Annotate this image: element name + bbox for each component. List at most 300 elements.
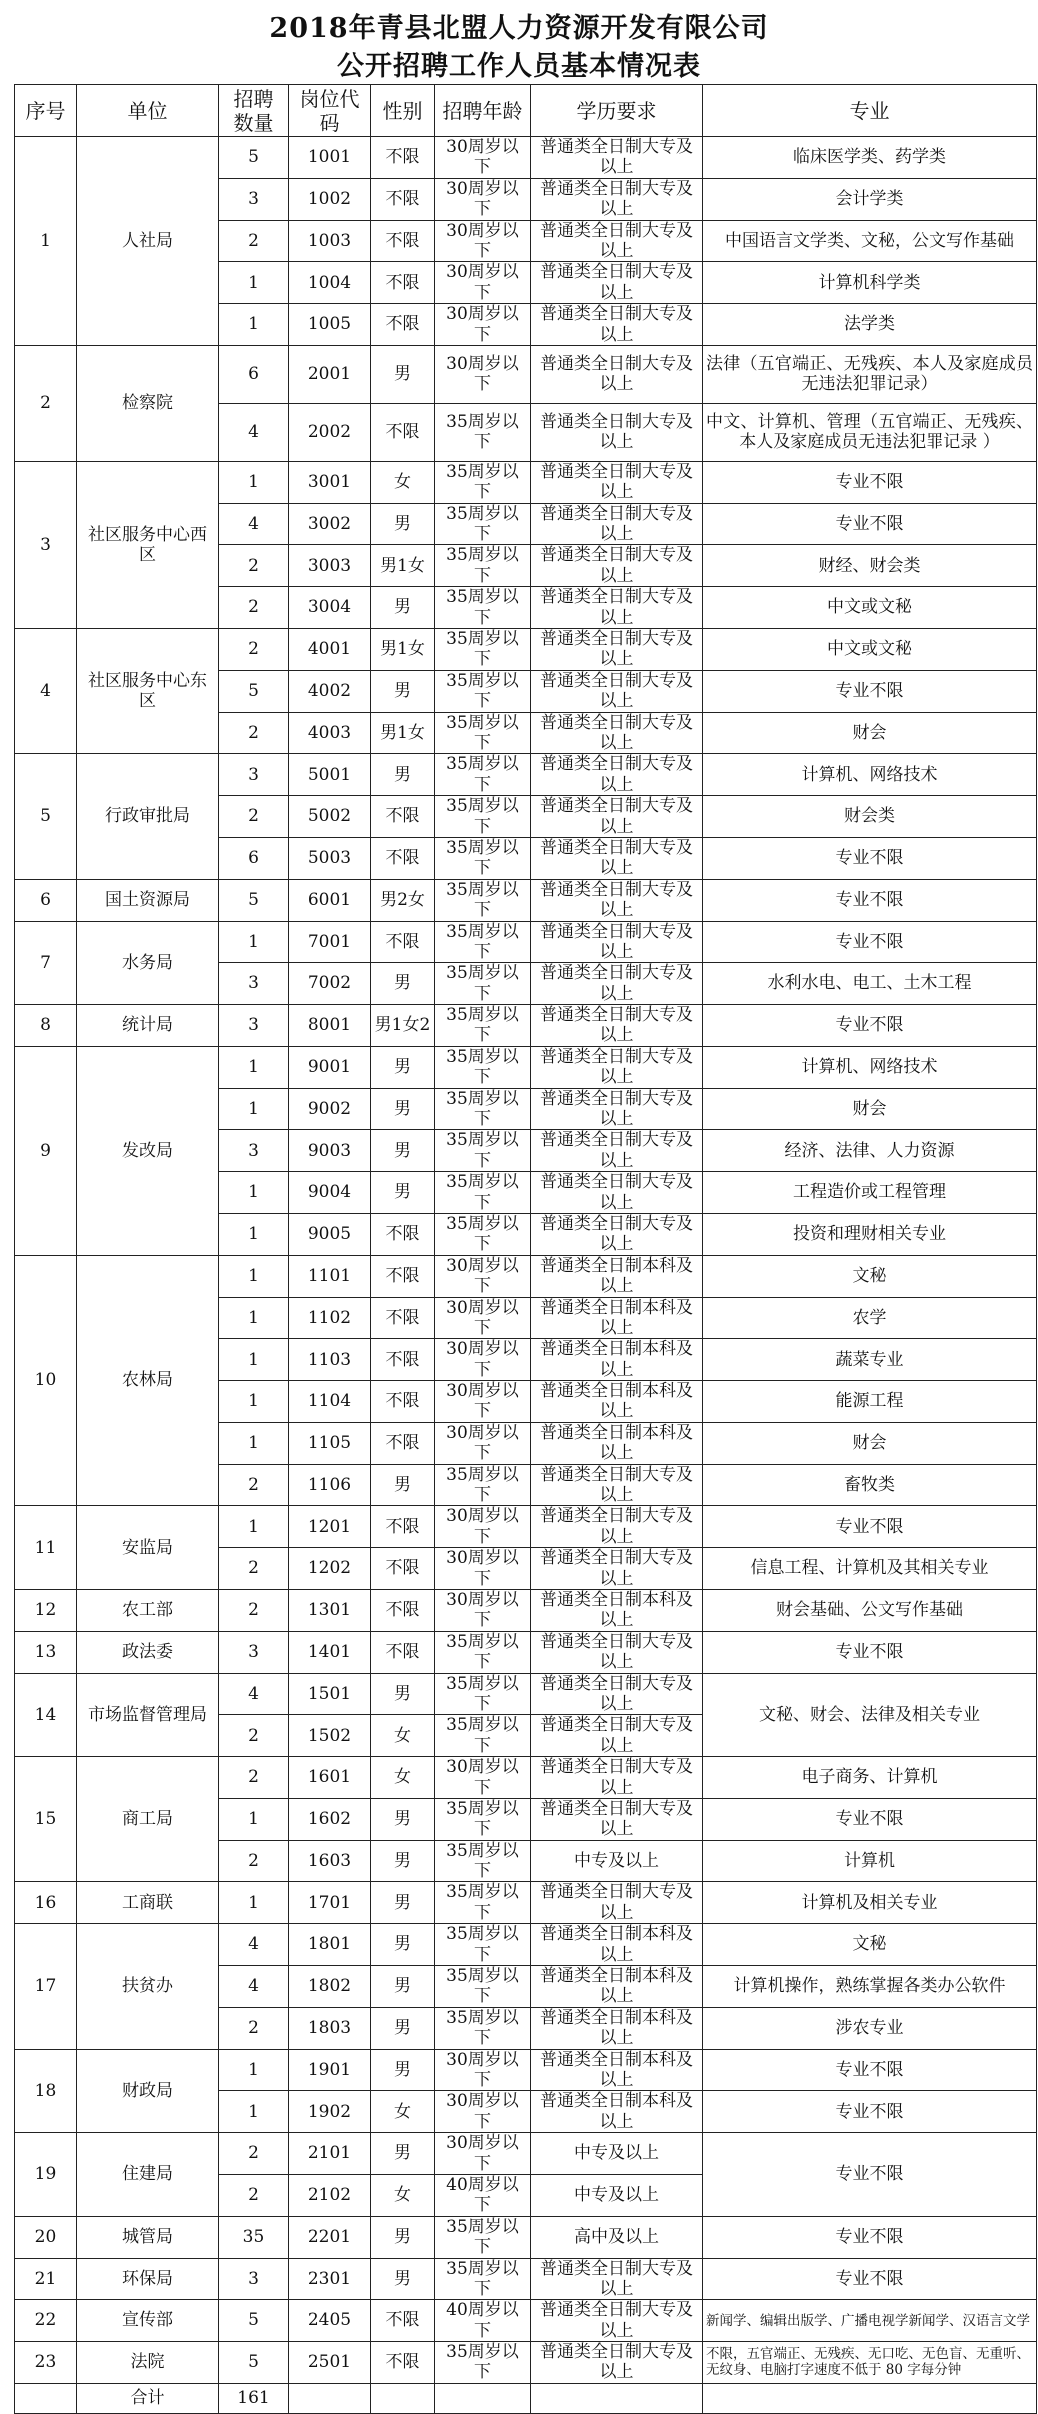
row-seq: 23 — [15, 2342, 77, 2384]
row-code: 1003 — [289, 220, 371, 262]
row-age: 35周岁以下 — [435, 670, 531, 712]
table-row — [15, 1631, 1037, 1673]
row-edu: 普通类全日制本科及以上 — [531, 1966, 703, 2008]
row-edu: 普通类全日制大专及以上 — [531, 1213, 703, 1255]
row-code: 1202 — [289, 1548, 371, 1590]
row-count: 1 — [219, 1255, 289, 1297]
table-row — [15, 879, 1037, 921]
row-seq: 18 — [15, 2049, 77, 2133]
row-gender: 男 — [371, 1966, 435, 2008]
row-edu: 普通类全日制大专及以上 — [531, 461, 703, 503]
row-code: 1501 — [289, 1673, 371, 1715]
row-age: 35周岁以下 — [435, 629, 531, 671]
row-gender: 男 — [371, 2133, 435, 2175]
row-edu: 普通类全日制大专及以上 — [531, 2258, 703, 2300]
row-major: 新闻学、编辑出版学、广播电视学新闻学、汉语言文学 — [703, 2300, 1037, 2342]
row-age: 30周岁以下 — [435, 1381, 531, 1423]
row-edu: 普通类全日制大专及以上 — [531, 1798, 703, 1840]
row-count: 2 — [219, 220, 289, 262]
row-unit: 统计局 — [77, 1005, 219, 1047]
row-code: 1104 — [289, 1381, 371, 1423]
row-seq: 7 — [15, 921, 77, 1005]
row-edu: 中专及以上 — [531, 2174, 703, 2216]
row-major: 中文、计算机、管理（五官端正、无残疾、本人及家庭成员无违法犯罪记录 ） — [703, 403, 1037, 461]
total-count: 161 — [219, 2383, 289, 2413]
row-gender: 不限 — [371, 1590, 435, 1632]
row-edu: 普通类全日制大专及以上 — [531, 879, 703, 921]
row-seq: 9 — [15, 1046, 77, 1255]
row-seq: 20 — [15, 2216, 77, 2258]
row-unit: 政法委 — [77, 1631, 219, 1673]
row-code: 1002 — [289, 178, 371, 220]
table-row — [15, 1590, 1037, 1632]
row-unit: 宣传部 — [77, 2300, 219, 2342]
header-age: 招聘年龄 — [435, 85, 531, 137]
row-gender: 不限 — [371, 921, 435, 963]
row-count: 2 — [219, 796, 289, 838]
row-edu: 高中及以上 — [531, 2216, 703, 2258]
row-unit: 水务局 — [77, 921, 219, 1005]
row-age: 35周岁以下 — [435, 587, 531, 629]
row-code: 1701 — [289, 1882, 371, 1924]
row-code: 1001 — [289, 137, 371, 179]
row-gender: 男 — [371, 1840, 435, 1882]
row-code: 5003 — [289, 837, 371, 879]
table-row — [15, 754, 1037, 796]
table-row — [15, 1757, 1037, 1799]
row-unit: 安监局 — [77, 1506, 219, 1590]
row-major: 法学类 — [703, 304, 1037, 346]
row-age: 35周岁以下 — [435, 1464, 531, 1506]
row-code: 2001 — [289, 345, 371, 403]
row-gender: 女 — [371, 1757, 435, 1799]
row-major: 能源工程 — [703, 1381, 1037, 1423]
row-edu: 普通类全日制大专及以上 — [531, 1548, 703, 1590]
row-age: 35周岁以下 — [435, 545, 531, 587]
row-unit: 环保局 — [77, 2258, 219, 2300]
row-gender: 不限 — [371, 220, 435, 262]
row-major: 专业不限 — [703, 1005, 1037, 1047]
row-unit: 扶贫办 — [77, 1924, 219, 2049]
row-seq: 12 — [15, 1590, 77, 1632]
row-major: 计算机、网络技术 — [703, 754, 1037, 796]
row-edu: 普通类全日制大专及以上 — [531, 1673, 703, 1715]
row-gender: 男 — [371, 963, 435, 1005]
row-code: 1201 — [289, 1506, 371, 1548]
row-count: 6 — [219, 345, 289, 403]
row-edu: 普通类全日制大专及以上 — [531, 1088, 703, 1130]
row-age: 30周岁以下 — [435, 2049, 531, 2091]
row-edu: 普通类全日制大专及以上 — [531, 629, 703, 671]
row-code: 3001 — [289, 461, 371, 503]
row-age: 30周岁以下 — [435, 345, 531, 403]
row-gender: 不限 — [371, 1381, 435, 1423]
row-age: 35周岁以下 — [435, 1798, 531, 1840]
row-code: 3003 — [289, 545, 371, 587]
row-count: 1 — [219, 1297, 289, 1339]
row-edu: 普通类全日制大专及以上 — [531, 2342, 703, 2384]
row-edu: 普通类全日制大专及以上 — [531, 503, 703, 545]
row-code: 1102 — [289, 1297, 371, 1339]
row-age: 35周岁以下 — [435, 2258, 531, 2300]
row-major: 计算机及相关专业 — [703, 1882, 1037, 1924]
table-body — [15, 137, 1037, 2414]
row-age: 35周岁以下 — [435, 963, 531, 1005]
table-row — [15, 1506, 1037, 1548]
row-edu: 普通类全日制本科及以上 — [531, 1255, 703, 1297]
header-gender: 性别 — [371, 85, 435, 137]
row-edu: 普通类全日制大专及以上 — [531, 1715, 703, 1757]
row-edu: 普通类全日制本科及以上 — [531, 2007, 703, 2049]
row-unit: 市场监督管理局 — [77, 1673, 219, 1757]
row-major: 中国语言文学类、文秘，公文写作基础 — [703, 220, 1037, 262]
row-major: 计算机 — [703, 1840, 1037, 1882]
document-subtitle: 公开招聘工作人员基本情况表 — [337, 51, 701, 82]
row-age: 35周岁以下 — [435, 461, 531, 503]
row-count: 1 — [219, 2049, 289, 2091]
row-count: 2 — [219, 2133, 289, 2175]
row-gender: 男 — [371, 2049, 435, 2091]
row-gender: 不限 — [371, 1255, 435, 1297]
row-age: 35周岁以下 — [435, 1882, 531, 1924]
total-empty-cell — [703, 2383, 1037, 2413]
row-edu: 普通类全日制大专及以上 — [531, 963, 703, 1005]
row-edu: 普通类全日制本科及以上 — [531, 1339, 703, 1381]
row-code: 1603 — [289, 1840, 371, 1882]
row-age: 35周岁以下 — [435, 1966, 531, 2008]
row-gender: 男1女 — [371, 629, 435, 671]
row-age: 30周岁以下 — [435, 1548, 531, 1590]
row-major: 信息工程、计算机及其相关专业 — [703, 1548, 1037, 1590]
row-code: 2002 — [289, 403, 371, 461]
row-age: 30周岁以下 — [435, 1590, 531, 1632]
header-unit: 单位 — [77, 85, 219, 137]
document-title: 2018年青县北盟人力资源开发有限公司 — [269, 13, 769, 44]
row-age: 30周岁以下 — [435, 178, 531, 220]
row-code: 1803 — [289, 2007, 371, 2049]
table-row — [15, 1046, 1037, 1088]
row-edu: 普通类全日制大专及以上 — [531, 1464, 703, 1506]
row-count: 5 — [219, 879, 289, 921]
row-gender: 不限 — [371, 1548, 435, 1590]
row-edu: 普通类全日制大专及以上 — [531, 754, 703, 796]
row-unit: 发改局 — [77, 1046, 219, 1255]
row-unit: 社区服务中心西区 — [77, 461, 219, 628]
row-code: 1005 — [289, 304, 371, 346]
row-code: 1801 — [289, 1924, 371, 1966]
row-gender: 男 — [371, 1924, 435, 1966]
row-edu: 普通类全日制大专及以上 — [531, 1631, 703, 1673]
row-age: 35周岁以下 — [435, 1046, 531, 1088]
table-row — [15, 1673, 1037, 1715]
row-age: 30周岁以下 — [435, 1757, 531, 1799]
table-row — [15, 345, 1037, 403]
row-code: 2201 — [289, 2216, 371, 2258]
row-age: 35周岁以下 — [435, 2007, 531, 2049]
row-major: 会计学类 — [703, 178, 1037, 220]
row-gender: 男1女 — [371, 712, 435, 754]
row-major: 不限，五官端正、无残疾、无口吃、无色盲、无重听、无纹身、电脑打字速度不低于 80 字每分钟 — [703, 2342, 1037, 2384]
row-seq: 5 — [15, 754, 77, 879]
row-major: 临床医学类、药学类 — [703, 137, 1037, 179]
row-seq: 16 — [15, 1882, 77, 1924]
row-edu: 普通类全日制大专及以上 — [531, 1130, 703, 1172]
row-age: 30周岁以下 — [435, 2133, 531, 2175]
table-row — [15, 2300, 1037, 2342]
row-edu: 普通类全日制大专及以上 — [531, 304, 703, 346]
row-unit: 农林局 — [77, 1255, 219, 1506]
row-code: 3004 — [289, 587, 371, 629]
row-gender: 男 — [371, 503, 435, 545]
table-row — [15, 461, 1037, 503]
row-count: 1 — [219, 1798, 289, 1840]
row-major: 中文或文秘 — [703, 587, 1037, 629]
row-code: 1004 — [289, 262, 371, 304]
row-count: 4 — [219, 403, 289, 461]
row-count: 2 — [219, 1840, 289, 1882]
row-gender: 男 — [371, 2007, 435, 2049]
row-unit: 农工部 — [77, 1590, 219, 1632]
row-edu: 普通类全日制大专及以上 — [531, 262, 703, 304]
row-major: 法律（五官端正、无残疾、本人及家庭成员无违法犯罪记录） — [703, 345, 1037, 403]
row-gender: 不限 — [371, 837, 435, 879]
row-major: 财会 — [703, 712, 1037, 754]
row-code: 9004 — [289, 1172, 371, 1214]
row-gender: 不限 — [371, 1297, 435, 1339]
row-seq: 19 — [15, 2133, 77, 2217]
row-count: 1 — [219, 1506, 289, 1548]
table-row — [15, 2049, 1037, 2091]
row-edu: 普通类全日制大专及以上 — [531, 796, 703, 838]
row-age: 40周岁以下 — [435, 2300, 531, 2342]
row-count: 2 — [219, 1548, 289, 1590]
row-count: 4 — [219, 1966, 289, 2008]
row-code: 2405 — [289, 2300, 371, 2342]
row-code: 1103 — [289, 1339, 371, 1381]
row-count: 3 — [219, 1631, 289, 1673]
row-code: 2101 — [289, 2133, 371, 2175]
row-count: 1 — [219, 1882, 289, 1924]
row-age: 30周岁以下 — [435, 1339, 531, 1381]
row-unit: 法院 — [77, 2342, 219, 2384]
row-edu: 普通类全日制本科及以上 — [531, 2049, 703, 2091]
row-major: 专业不限 — [703, 2216, 1037, 2258]
row-gender: 女 — [371, 2174, 435, 2216]
row-edu: 普通类全日制大专及以上 — [531, 837, 703, 879]
row-code: 6001 — [289, 879, 371, 921]
row-code: 1802 — [289, 1966, 371, 2008]
row-count: 1 — [219, 461, 289, 503]
header-count-line2: 数量 — [233, 110, 274, 135]
row-edu: 普通类全日制本科及以上 — [531, 1422, 703, 1464]
row-age: 35周岁以下 — [435, 1924, 531, 1966]
row-count: 3 — [219, 754, 289, 796]
row-count: 3 — [219, 963, 289, 1005]
row-edu: 普通类全日制本科及以上 — [531, 1297, 703, 1339]
row-code: 4002 — [289, 670, 371, 712]
row-code: 1502 — [289, 1715, 371, 1757]
row-unit: 工商联 — [77, 1882, 219, 1924]
row-count: 5 — [219, 137, 289, 179]
row-major: 专业不限 — [703, 503, 1037, 545]
row-code: 1101 — [289, 1255, 371, 1297]
row-age: 30周岁以下 — [435, 1422, 531, 1464]
row-major: 专业不限 — [703, 1798, 1037, 1840]
row-major: 水利水电、电工、土木工程 — [703, 963, 1037, 1005]
row-unit: 商工局 — [77, 1757, 219, 1882]
row-gender: 男 — [371, 2216, 435, 2258]
row-edu: 普通类全日制本科及以上 — [531, 2091, 703, 2133]
table-row — [15, 1882, 1037, 1924]
table-row — [15, 1005, 1037, 1047]
table-row — [15, 1924, 1037, 1966]
row-edu: 普通类全日制大专及以上 — [531, 2300, 703, 2342]
row-major: 财会类 — [703, 796, 1037, 838]
row-edu: 普通类全日制大专及以上 — [531, 220, 703, 262]
row-seq: 10 — [15, 1255, 77, 1506]
row-unit: 社区服务中心东区 — [77, 629, 219, 754]
row-gender: 不限 — [371, 178, 435, 220]
row-gender: 不限 — [371, 796, 435, 838]
row-edu: 普通类全日制大专及以上 — [531, 1005, 703, 1047]
row-edu: 中专及以上 — [531, 2133, 703, 2175]
row-age: 35周岁以下 — [435, 503, 531, 545]
header-edu: 学历要求 — [531, 85, 703, 137]
row-age: 35周岁以下 — [435, 1631, 531, 1673]
row-age: 30周岁以下 — [435, 1297, 531, 1339]
table-row — [15, 2342, 1037, 2384]
table-row — [15, 2133, 1037, 2175]
row-gender: 不限 — [371, 262, 435, 304]
row-gender: 不限 — [371, 1213, 435, 1255]
row-gender: 男 — [371, 670, 435, 712]
row-seq: 4 — [15, 629, 77, 754]
row-major: 文秘、财会、法律及相关专业 — [703, 1673, 1037, 1757]
row-count: 2 — [219, 1715, 289, 1757]
row-code: 1301 — [289, 1590, 371, 1632]
row-code: 8001 — [289, 1005, 371, 1047]
row-seq: 6 — [15, 879, 77, 921]
row-code: 2102 — [289, 2174, 371, 2216]
row-code: 4001 — [289, 629, 371, 671]
row-gender: 男1女2 — [371, 1005, 435, 1047]
row-code: 1105 — [289, 1422, 371, 1464]
row-gender: 不限 — [371, 1339, 435, 1381]
row-count: 6 — [219, 837, 289, 879]
row-code: 3002 — [289, 503, 371, 545]
row-age: 35周岁以下 — [435, 2216, 531, 2258]
row-count: 1 — [219, 1339, 289, 1381]
row-age: 30周岁以下 — [435, 220, 531, 262]
row-count: 5 — [219, 2300, 289, 2342]
row-age: 35周岁以下 — [435, 1673, 531, 1715]
total-row — [15, 2383, 1037, 2413]
row-count: 1 — [219, 1046, 289, 1088]
table-row — [15, 921, 1037, 963]
row-age: 30周岁以下 — [435, 1255, 531, 1297]
row-count: 5 — [219, 670, 289, 712]
row-code: 1902 — [289, 2091, 371, 2133]
row-age: 35周岁以下 — [435, 1213, 531, 1255]
row-gender: 女 — [371, 461, 435, 503]
total-label: 合计 — [77, 2383, 219, 2413]
row-major: 财会 — [703, 1422, 1037, 1464]
row-major: 专业不限 — [703, 461, 1037, 503]
row-gender: 不限 — [371, 2342, 435, 2384]
row-gender: 不限 — [371, 137, 435, 179]
row-count: 1 — [219, 1088, 289, 1130]
row-age: 30周岁以下 — [435, 1506, 531, 1548]
row-edu: 普通类全日制大专及以上 — [531, 1046, 703, 1088]
row-code: 2301 — [289, 2258, 371, 2300]
row-gender: 不限 — [371, 2300, 435, 2342]
row-count: 2 — [219, 712, 289, 754]
row-major: 财会 — [703, 1088, 1037, 1130]
row-age: 30周岁以下 — [435, 2091, 531, 2133]
total-empty-cell — [531, 2383, 703, 2413]
row-seq: 14 — [15, 1673, 77, 1757]
row-age: 35周岁以下 — [435, 1172, 531, 1214]
header-seq: 序号 — [15, 85, 77, 137]
row-code: 1601 — [289, 1757, 371, 1799]
row-edu: 普通类全日制大专及以上 — [531, 587, 703, 629]
row-edu: 普通类全日制大专及以上 — [531, 1757, 703, 1799]
row-count: 2 — [219, 2174, 289, 2216]
row-age: 30周岁以下 — [435, 262, 531, 304]
row-gender: 男 — [371, 1882, 435, 1924]
row-seq: 2 — [15, 345, 77, 461]
row-gender: 男 — [371, 1130, 435, 1172]
row-major: 专业不限 — [703, 921, 1037, 963]
row-edu: 普通类全日制大专及以上 — [531, 921, 703, 963]
row-gender: 不限 — [371, 1422, 435, 1464]
row-code: 4003 — [289, 712, 371, 754]
header-row — [15, 85, 1037, 137]
row-count: 5 — [219, 2342, 289, 2384]
row-count: 1 — [219, 1172, 289, 1214]
row-age: 35周岁以下 — [435, 1715, 531, 1757]
row-count: 1 — [219, 262, 289, 304]
row-count: 1 — [219, 1213, 289, 1255]
row-count: 2 — [219, 1464, 289, 1506]
row-count: 3 — [219, 178, 289, 220]
row-major: 投资和理财相关专业 — [703, 1213, 1037, 1255]
row-age: 35周岁以下 — [435, 1840, 531, 1882]
row-code: 9002 — [289, 1088, 371, 1130]
row-seq: 1 — [15, 137, 77, 346]
header-major: 专业 — [703, 85, 1037, 137]
row-unit: 人社局 — [77, 137, 219, 346]
row-code: 2501 — [289, 2342, 371, 2384]
row-major: 畜牧类 — [703, 1464, 1037, 1506]
row-seq: 11 — [15, 1506, 77, 1590]
row-major: 蔬菜专业 — [703, 1339, 1037, 1381]
row-major: 农学 — [703, 1297, 1037, 1339]
row-edu: 普通类全日制大专及以上 — [531, 545, 703, 587]
total-empty-cell — [371, 2383, 435, 2413]
row-gender: 男 — [371, 1464, 435, 1506]
row-major: 工程造价或工程管理 — [703, 1172, 1037, 1214]
row-code: 7001 — [289, 921, 371, 963]
total-empty-cell — [289, 2383, 371, 2413]
row-gender: 男2女 — [371, 879, 435, 921]
row-count: 3 — [219, 1130, 289, 1172]
row-count: 2 — [219, 629, 289, 671]
row-seq: 22 — [15, 2300, 77, 2342]
row-edu: 普通类全日制大专及以上 — [531, 1506, 703, 1548]
row-unit: 城管局 — [77, 2216, 219, 2258]
row-gender: 男 — [371, 587, 435, 629]
